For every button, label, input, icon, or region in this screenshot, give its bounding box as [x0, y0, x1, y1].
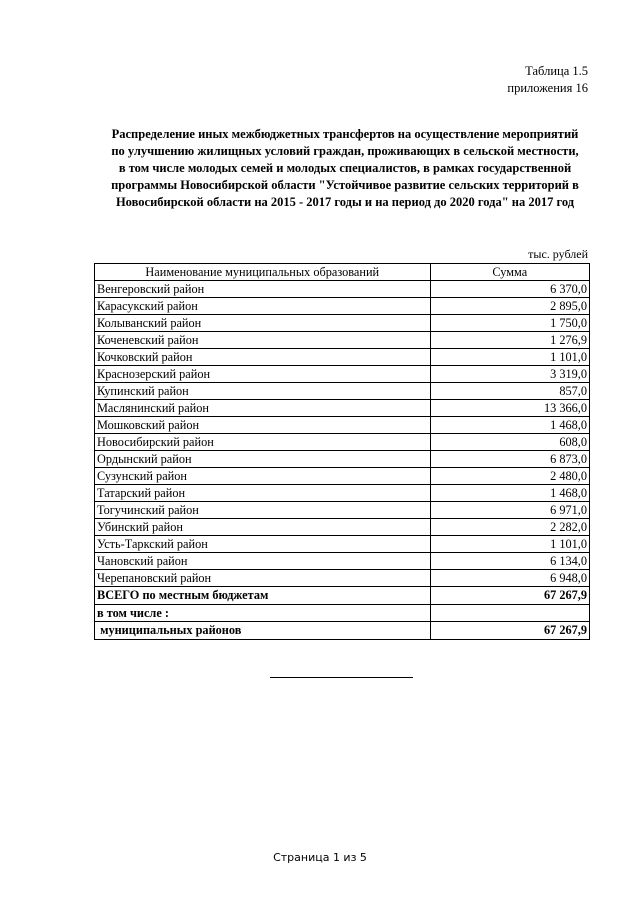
- title-line: программы Новосибирской области "Устойчивое развитие сельских территорий в: [111, 178, 579, 192]
- district-sum: 6 971,0: [430, 502, 589, 519]
- district-name: Черепановский район: [95, 570, 431, 587]
- table-row: [95, 417, 590, 434]
- district-sum: 1 276,9: [430, 332, 589, 349]
- district-name: Татарский район: [95, 485, 431, 502]
- table-row: [95, 298, 590, 315]
- district-name: Чановский район: [95, 553, 431, 570]
- district-sum: 2 282,0: [430, 519, 589, 536]
- district-sum: 1 101,0: [430, 349, 589, 366]
- district-sum: 857,0: [430, 383, 589, 400]
- table-row: [95, 315, 590, 332]
- title-line: Распределение иных межбюджетных трансфертов на осуществление мероприятий: [111, 127, 579, 141]
- district-sum: 3 319,0: [430, 366, 589, 383]
- district-sum: 1 468,0: [430, 417, 589, 434]
- total-value: 67 267,9: [430, 587, 589, 605]
- district-name: Мошковский район: [95, 417, 431, 434]
- district-sum: 6 873,0: [430, 451, 589, 468]
- table-row: [95, 332, 590, 349]
- transfers-table: [94, 263, 590, 640]
- district-name: Усть-Таркский район: [95, 536, 431, 553]
- document-title: [90, 126, 600, 211]
- title-line: в том числе молодых семей и молодых специалистов, в рамках государственной: [118, 161, 572, 175]
- table-row: [95, 451, 590, 468]
- total-label: ВСЕГО по местным бюджетам: [95, 587, 431, 605]
- municipal-row: [95, 622, 590, 640]
- district-name: Венгеровский район: [95, 281, 431, 298]
- units-label: тыс. рублей: [528, 247, 588, 261]
- total-row: [95, 587, 590, 605]
- caption-appendix: приложения 16: [507, 81, 588, 95]
- municipal-value: 67 267,9: [430, 622, 589, 640]
- table-body: [95, 281, 590, 587]
- table-row: [95, 468, 590, 485]
- district-sum: 2 895,0: [430, 298, 589, 315]
- table-summary: [95, 587, 590, 640]
- district-sum: 6 370,0: [430, 281, 589, 298]
- district-name: Ордынский район: [95, 451, 431, 468]
- including-row: [95, 605, 590, 622]
- table-row: [95, 536, 590, 553]
- district-sum: 608,0: [430, 434, 589, 451]
- table-row: [95, 502, 590, 519]
- district-name: Сузунский район: [95, 468, 431, 485]
- district-name: Новосибирский район: [95, 434, 431, 451]
- including-value: [430, 605, 589, 622]
- district-name: Кочковский район: [95, 349, 431, 366]
- district-sum: 2 480,0: [430, 468, 589, 485]
- table-row: [95, 485, 590, 502]
- district-name: Купинский район: [95, 383, 431, 400]
- district-sum: 1 750,0: [430, 315, 589, 332]
- caption-table-number: Таблица 1.5: [525, 64, 588, 78]
- title-line: Новосибирской области на 2015 - 2017 годы и на период до 2020 года" на 2017 год: [115, 195, 575, 209]
- district-sum: 1 468,0: [430, 485, 589, 502]
- header-sum: Сумма: [430, 264, 589, 281]
- table-row: [95, 366, 590, 383]
- district-name: Краснозерский район: [95, 366, 431, 383]
- table-row: [95, 519, 590, 536]
- table-row: [95, 349, 590, 366]
- district-name: Коченевский район: [95, 332, 431, 349]
- table-row: [95, 281, 590, 298]
- district-sum: 6 948,0: [430, 570, 589, 587]
- table-row: [95, 553, 590, 570]
- header-name: Наименование муниципальных образований: [95, 264, 431, 281]
- district-sum: 1 101,0: [430, 536, 589, 553]
- table-row: [95, 434, 590, 451]
- title-line: по улучшению жилищных условий граждан, проживающих в сельской местности,: [111, 144, 579, 158]
- municipal-label: муниципальных районов: [95, 622, 431, 640]
- district-name: Убинский район: [95, 519, 431, 536]
- district-sum: 13 366,0: [430, 400, 589, 417]
- table-row: [95, 383, 590, 400]
- including-label: в том числе :: [95, 605, 431, 622]
- table-row: [95, 400, 590, 417]
- page-counter: Страница 1 из 5: [273, 851, 367, 864]
- district-name: Маслянинский район: [95, 400, 431, 417]
- table-caption: [507, 63, 588, 97]
- separator-line: [270, 677, 413, 678]
- table-row: [95, 570, 590, 587]
- district-name: Карасукский район: [95, 298, 431, 315]
- district-name: Тогучинский район: [95, 502, 431, 519]
- district-name: Колыванский район: [95, 315, 431, 332]
- table-header-row: [95, 264, 590, 281]
- district-sum: 6 134,0: [430, 553, 589, 570]
